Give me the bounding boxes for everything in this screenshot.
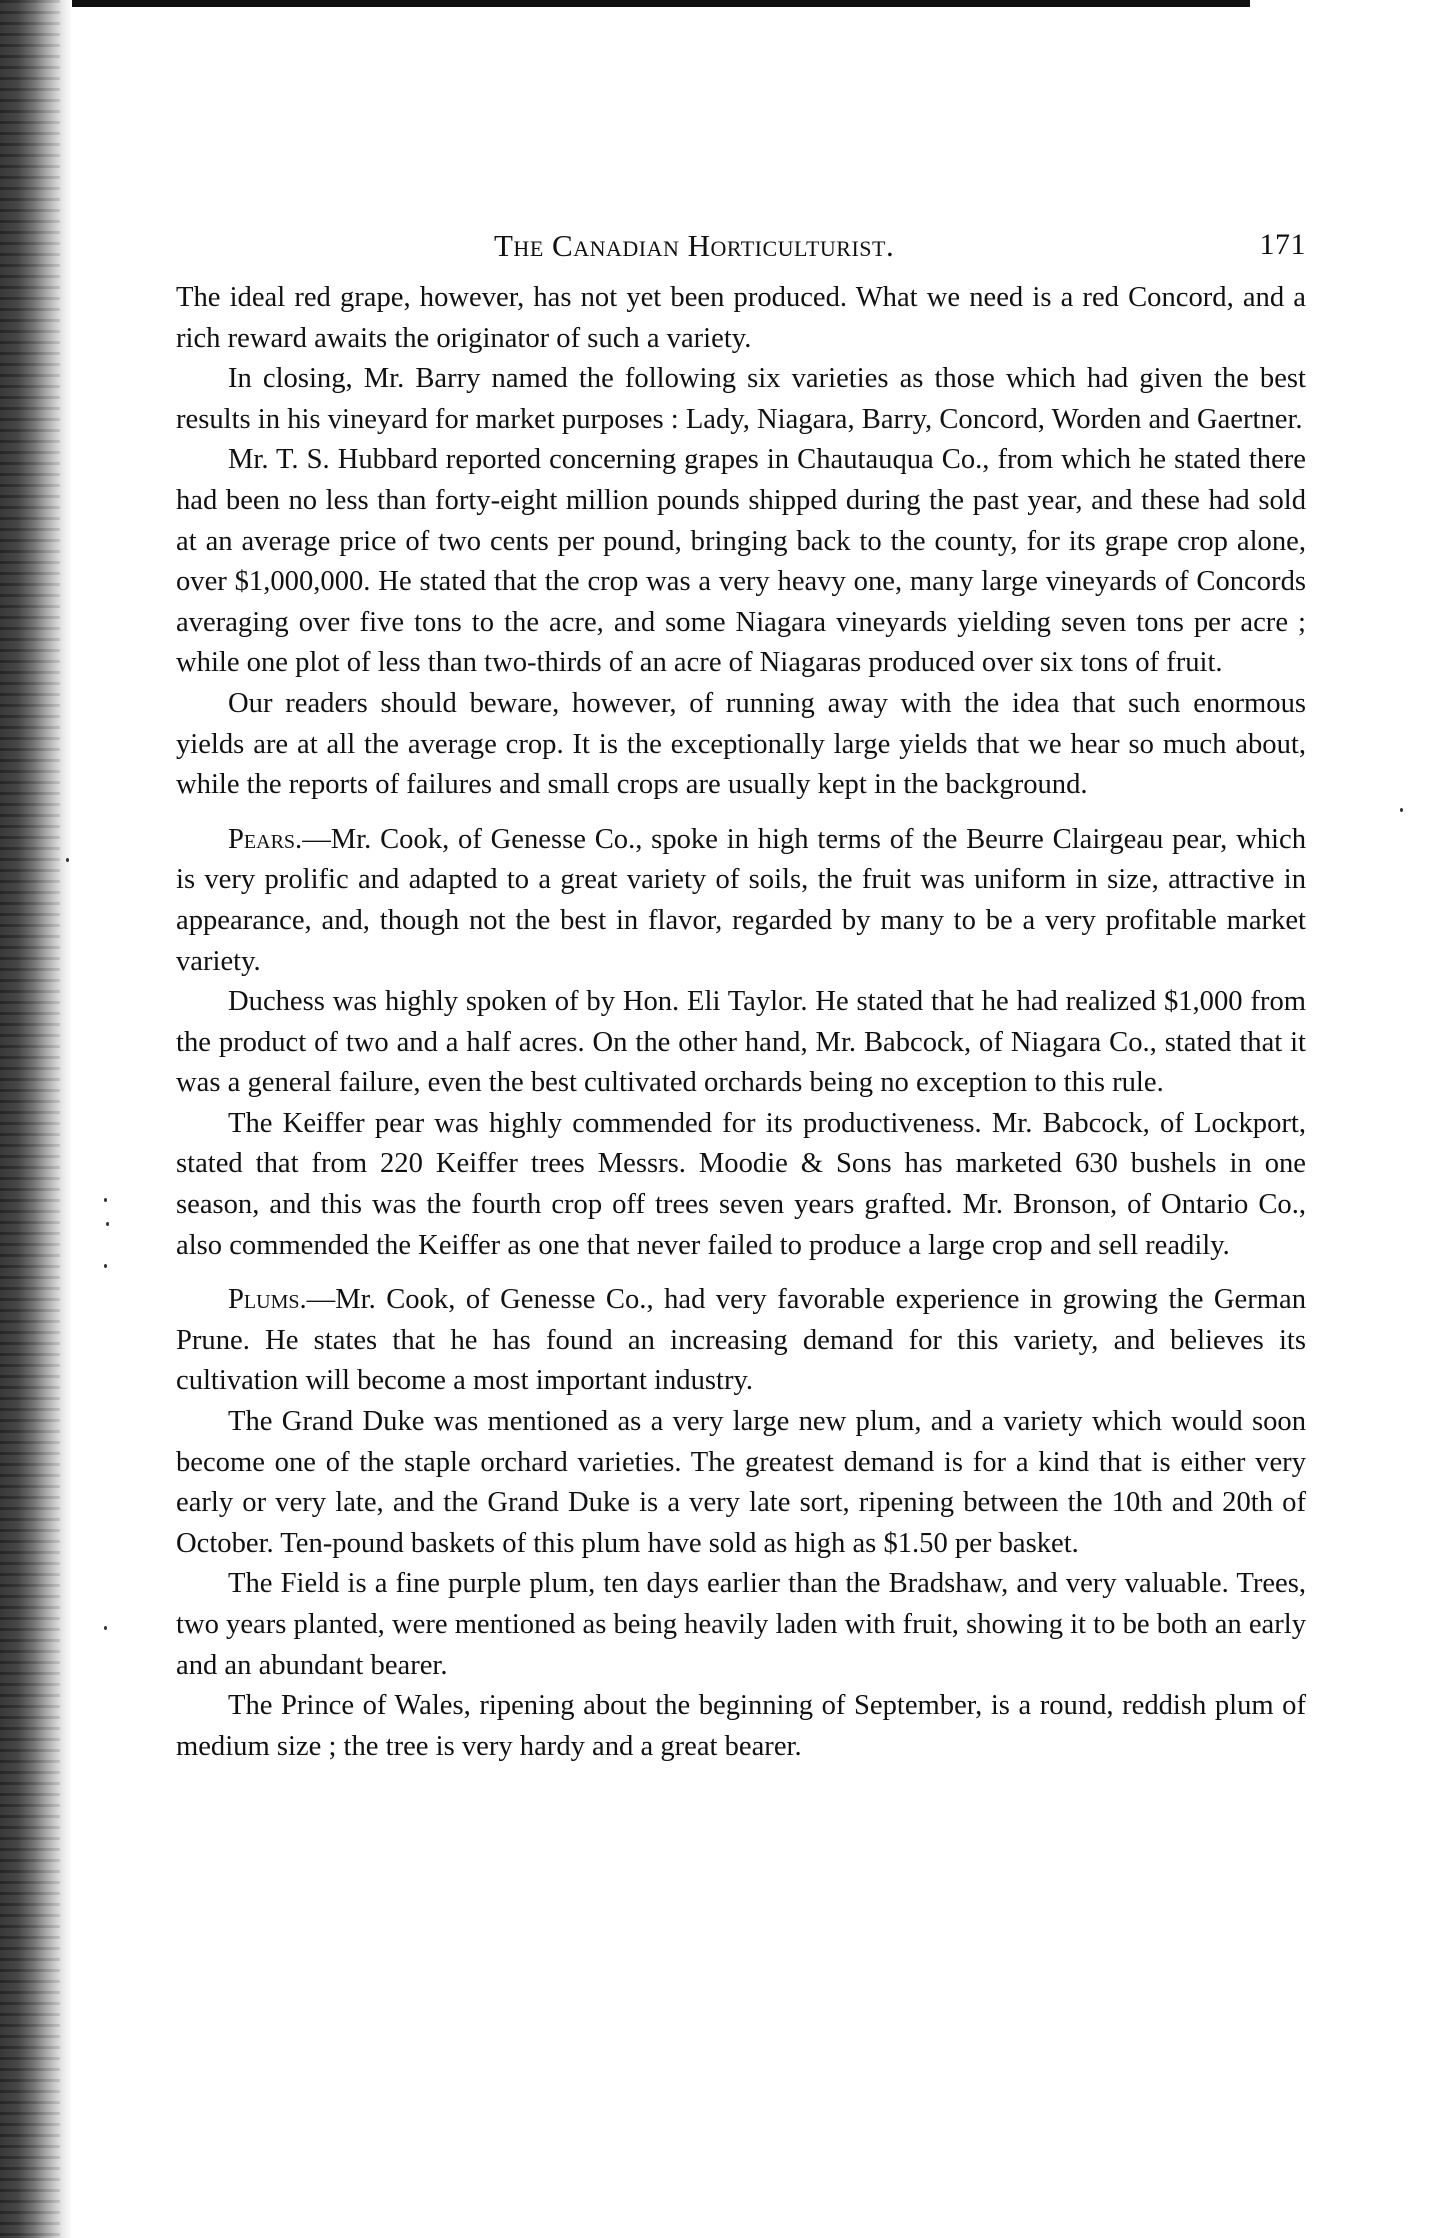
scan-speck xyxy=(1400,808,1403,812)
scan-speck xyxy=(104,1626,107,1630)
body-text xyxy=(176,278,1306,1767)
paragraph: The Keiffer pear was highly commended for its productiveness. Mr. Babcock, of Lockport, stated that from 220 Keiffer trees Messrs. Moodie & Sons has marketed 630 bushels in one season, and this was the fourth crop off trees seven years grafted. Mr. Bronson, of Ontario Co., also commended the Keiffer as one that never failed to produce a large crop and sell readily. xyxy=(176,1107,1306,1261)
pears-section xyxy=(176,820,1306,982)
paragraph: The ideal red grape, however, has not yet been produced. What we need is a red Concord, and a rich reward awaits the originator of such a variety. xyxy=(176,282,1306,354)
scan-speck xyxy=(104,1198,107,1202)
paragraph: —Mr. Cook, of Genesse Co., spoke in high terms of the Beurre Clairgeau pear, which is very prolific and adapted to a great variety of soils, the fruit was uniform in size, attractive in appearance, and, though not the best in flavor, regarded by many to be a very profitable market variety. xyxy=(176,823,1306,977)
scan-speck xyxy=(106,1222,109,1226)
running-head xyxy=(176,228,1306,270)
running-title: The Canadian Horticulturist. xyxy=(494,228,895,263)
paragraph: Duchess was highly spoken of by Hon. Eli Taylor. He stated that he had realized $1,000 from the product of two and a half acres. On the other hand, Mr. Babcock, of Niagara Co., stated that it was a general failure, even the best cultivated orchards being no exception to this rule. xyxy=(176,986,1306,1099)
paragraph: The Grand Duke was mentioned as a very large new plum, and a variety which would soon become one of the staple orchard varieties. The greatest demand is for a kind that is either very early or very late, and the Grand Duke is a very late sort, ripening between the 10th and 20th of October. Ten-pound baskets of this plum have sold as high as $1.50 per basket. xyxy=(176,1406,1306,1559)
book-page xyxy=(176,228,1306,1767)
paragraph: Our readers should beware, however, of running away with the idea that such enormous yields are at all the average crop. It is the exceptionally large yields that we hear so much about, while the reports of failures and small crops are usually kept in the background. xyxy=(176,687,1306,801)
scan-spine-texture xyxy=(0,0,60,2238)
paragraph: The Field is a fine purple plum, ten days earlier than the Bradshaw, and very valuable. Trees, two years planted, were mentioned as being heavily laden with fruit, showing it to be both an early and an abundant bearer. xyxy=(176,1568,1306,1681)
section-heading-plums: Plums. xyxy=(228,1284,307,1316)
paragraph: —Mr. Cook, of Genesse Co., had very favorable experience in growing the German Prune. He states that he has found an increasing demand for this variety, and believes its cultivation will become a most important industry. xyxy=(176,1284,1306,1397)
paragraph: The Prince of Wales, ripening about the beginning of September, is a round, reddish plum of medium size ; the tree is very hardy and a great bearer. xyxy=(176,1690,1306,1762)
scan-speck xyxy=(66,858,69,862)
plums-section xyxy=(176,1280,1306,1402)
paragraph: In closing, Mr. Barry named the following six varieties as those which had given the best results in his vineyard for market purposes : Lady, Niagara, Barry, Concord, Worden and Gaertner. xyxy=(176,363,1306,435)
page-number: 171 xyxy=(1259,228,1306,261)
scan-top-edge xyxy=(0,0,1250,7)
paragraph: Mr. T. S. Hubbard reported concerning grapes in Chautauqua Co., from which he stated there had been no less than forty-eight million pounds shipped during the past year, and these had sold at an average price of two cents per pound, bringing back to the county, for its grape crop alone, over $1,000,000. He stated that the crop was a very heavy one, many large vineyards of Concords averaging over five tons to the acre, and some Niagara vineyards yielding seven tons per acre ; while one plot of less than two-thirds of an acre of Niagaras produced over six tons of fruit. xyxy=(176,444,1306,679)
scan-speck xyxy=(104,1264,107,1268)
section-heading-pears: Pears. xyxy=(228,823,303,855)
